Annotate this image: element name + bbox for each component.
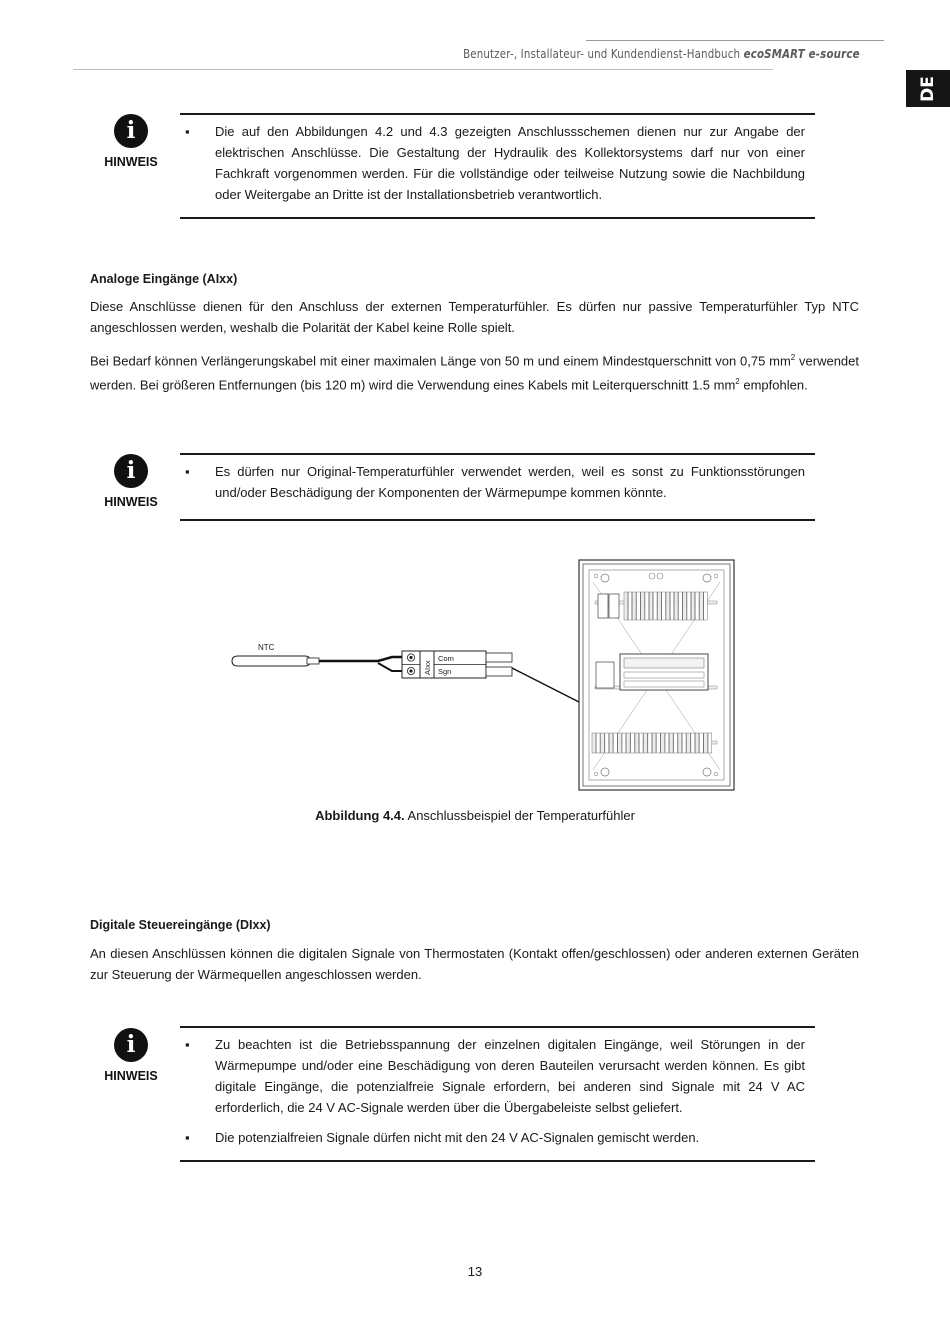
terminal-clamp — [708, 733, 712, 753]
terminal-clamp — [700, 592, 704, 620]
note-label: HINWEIS — [104, 155, 158, 169]
terminal-clamp — [601, 733, 605, 753]
terminal-clamp — [649, 592, 653, 620]
language-tab-label: DE — [917, 75, 938, 102]
note-item: ▪ Es dürfen nur Original-Temperaturfühler verwendet werden, weil es sonst zu Funktionsstörungen und/oder Beschädigung der Komponenten der Wärmepumpe kommen könnte. — [180, 461, 815, 503]
terminal-clamp — [645, 592, 649, 620]
note-label: HINWEIS — [104, 1069, 158, 1083]
terminal-clamp — [653, 592, 657, 620]
note-icon-block — [91, 1028, 171, 1083]
analog-paragraph-2-part-1: Bei Bedarf können Verlängerungskabel mit einer maximalen Länge von 50 m und einem Mindestquerschnitt von 0,75 mm — [90, 353, 791, 369]
header-title — [463, 46, 860, 61]
terminal-clamp — [662, 592, 666, 620]
terminal-clamp — [626, 733, 630, 753]
terminal-com-label: Com — [438, 654, 454, 663]
terminal-clamp — [596, 733, 600, 753]
terminal-clamp — [678, 733, 682, 753]
terminal-clamp — [605, 733, 609, 753]
terminal-clamp — [691, 733, 695, 753]
section-title-analog: Analoge Eingänge (AIxx) — [90, 272, 238, 286]
note-box — [180, 453, 815, 521]
note-list — [180, 121, 815, 205]
terminal-clamp — [670, 592, 674, 620]
analog-paragraph-2-part-2: verwendet werden. Bei größeren Entfernungen (bis 120 m) wird die Verwendung eines Kabels mit Leiterquerschnitt 1.5 mm — [90, 353, 859, 393]
terminal-clamp — [652, 733, 656, 753]
figure-caption-number: Abbildung 4.4. — [315, 808, 405, 823]
terminal-clamp — [695, 733, 699, 753]
superscript-2: 2 — [790, 353, 796, 362]
page-number: 13 — [467, 1264, 483, 1279]
terminal-sgn-label: Sgn — [438, 667, 452, 676]
terminal-clamp — [614, 733, 618, 753]
terminal-clamp — [609, 733, 613, 753]
terminal-clamp — [691, 592, 695, 620]
wiring-diagram — [0, 555, 950, 800]
note-list — [180, 1034, 815, 1148]
terminal-clamp — [624, 592, 628, 620]
info-icon: i — [114, 1028, 148, 1062]
note-icon-block — [91, 454, 171, 509]
header-rule-bottom — [73, 69, 773, 70]
note-item: ▪ Die potenzialfreien Signale dürfen nicht mit den 24 V AC-Signalen gemischt werden. — [180, 1127, 815, 1148]
note-item: ▪ Zu beachten ist die Betriebsspannung der einzelnen digitalen Eingänge, weil Störungen in der Wärmepumpe und/oder eine Beschädigung von deren Bauteilen verursacht werden können. Es gibt digitale Eingänge, die potenzialfreie Signale erfordern, bei anderen sind Signale mit 24 V AC erforderlich, die 24 V AC-Signale werden über die Übergabeleiste selbst geliefert. — [180, 1034, 815, 1118]
note-box — [180, 113, 815, 219]
terminal-clamp — [695, 592, 699, 620]
terminal-clamp — [661, 733, 665, 753]
terminal-clamp — [641, 592, 645, 620]
header-rule-top — [586, 40, 884, 41]
terminal-clamp — [687, 592, 691, 620]
terminal-block — [402, 651, 512, 678]
info-icon: i — [114, 114, 148, 148]
terminal-clamp — [635, 733, 639, 753]
terminal-clamp — [648, 733, 652, 753]
analog-paragraph-2 — [90, 347, 859, 396]
terminal-clamp — [658, 592, 662, 620]
terminal-clamp — [631, 733, 635, 753]
note-list — [180, 461, 815, 503]
terminal-clamp — [592, 733, 596, 753]
terminal-clamp — [704, 733, 708, 753]
terminal-clamp — [632, 592, 636, 620]
terminal-clamp — [679, 592, 683, 620]
terminal-clamp — [666, 592, 670, 620]
terminal-clamp — [657, 733, 661, 753]
terminal-clamp — [682, 733, 686, 753]
terminal-clamp — [628, 592, 632, 620]
header-title-text: Benutzer-, Installateur- und Kundendienst-Handbuch — [463, 46, 741, 61]
terminal-clamp — [618, 733, 622, 753]
analog-paragraph-2-part-3: empfohlen. — [739, 377, 808, 393]
note-icon-block — [91, 114, 171, 169]
info-icon: i — [114, 454, 148, 488]
terminal-clamp — [687, 733, 691, 753]
figure-caption-text: Anschlussbeispiel der Temperaturfühler — [404, 808, 635, 823]
header-brand: ecoSMART e-source — [743, 46, 860, 61]
terminal-clamp — [669, 733, 673, 753]
figure-caption — [0, 808, 950, 823]
note-label: HINWEIS — [104, 495, 158, 509]
note-box — [180, 1026, 815, 1162]
superscript-2: 2 — [735, 377, 740, 387]
terminal-clamp — [683, 592, 687, 620]
ntc-sensor — [232, 656, 319, 666]
terminal-clamp — [665, 733, 669, 753]
terminal-clamp — [704, 592, 708, 620]
note-item: ▪ Die auf den Abbildungen 4.2 und 4.3 gezeigten Anschlussschemen dienen nur zur Angabe der elektrischen Anschlüsse. Die Gestaltung der Hydraulik des Kollektorsystems darf nur von einer Fachkraft vorgenommen werden. Für die vollständige oder teilweise Nutzung sowie die Nachbildung oder Weitergabe an Dritte ist der Installationsbetrieb verantwortlich. — [180, 121, 815, 205]
terminal-clamp — [622, 733, 626, 753]
terminal-clamp — [700, 733, 704, 753]
ntc-label: NTC — [258, 643, 275, 652]
terminal-clamp — [637, 592, 641, 620]
terminal-group-label: AIxx — [423, 660, 432, 675]
digital-paragraph-1: An diesen Anschlüssen können die digitalen Signale von Thermostaten (Kontakt offen/geschlossen) oder anderen externen Geräten zur Steuerung der Wärmequellen angeschlossen werden. — [90, 946, 859, 982]
terminal-clamp — [644, 733, 648, 753]
control-cabinet — [579, 560, 734, 790]
terminal-clamp — [674, 733, 678, 753]
analog-paragraph-1: Diese Anschlüsse dienen für den Anschluss der externen Temperaturfühler. Es dürfen nur passive Temperaturfühler Typ NTC angeschlossen werden, weshalb die Polarität der Kabel keine Rolle spielt. — [90, 299, 859, 335]
section-title-digital: Digitale Steuereingänge (DIxx) — [90, 918, 271, 932]
terminal-clamp — [674, 592, 678, 620]
terminal-clamp — [639, 733, 643, 753]
language-tab — [906, 70, 950, 107]
